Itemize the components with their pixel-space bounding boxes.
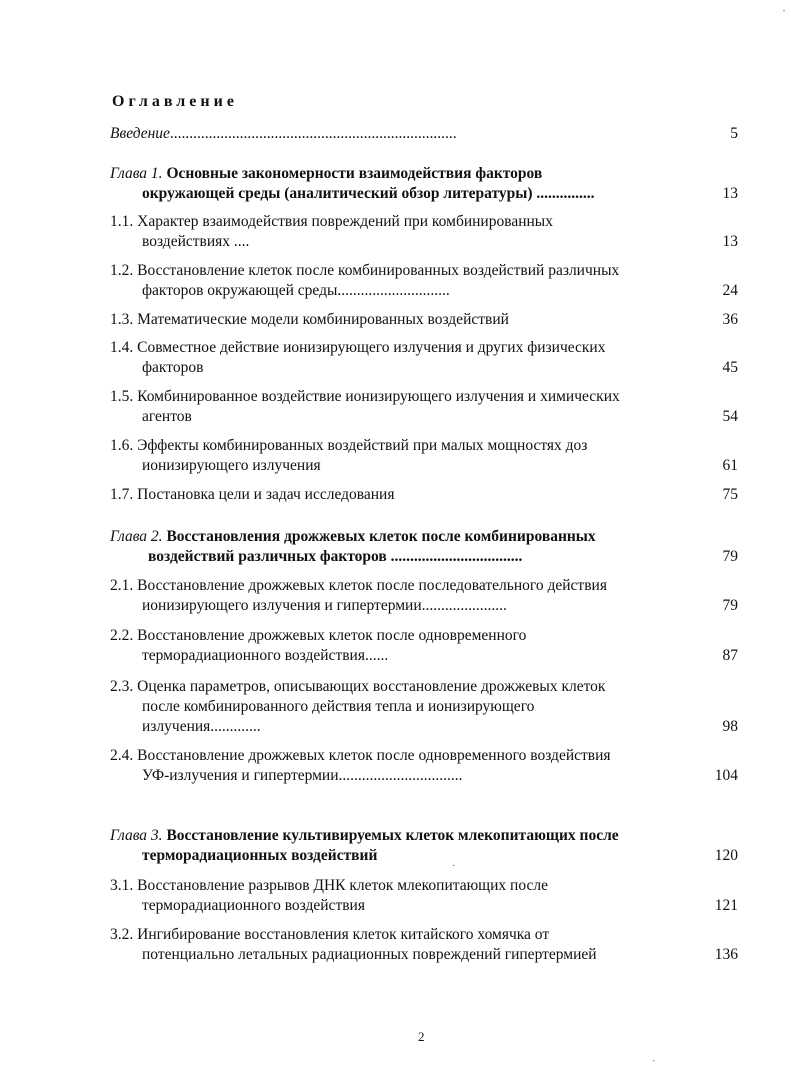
chapter-3-page: 120 [714, 847, 738, 864]
section-1-5-title: 1.5. Комбинированное воздействие ионизирующего излучения и химических [110, 388, 620, 405]
section-1-7-title: 1.7. Постановка цели и задач исследования [110, 486, 395, 503]
page-number: 2 [418, 1029, 425, 1044]
intro-dots: .......................................................................... [169, 125, 457, 142]
section-1-4-page: 45 [722, 359, 738, 376]
toc-section-1-1[interactable] [110, 212, 738, 252]
section-1-6-page: 61 [722, 457, 738, 474]
section-2-3-title: 2.3. Оценка параметров, описывающих восстановление дрожжевых клеток [110, 678, 606, 695]
section-1-2-title-cont: факторов окружающей среды............................. [142, 282, 450, 299]
scan-speck: ˏ [652, 1051, 656, 1062]
section-3-2-page: 136 [714, 946, 738, 963]
chapter-3-title-cont: терморадиационных воздействий [142, 847, 378, 864]
section-1-2-page: 24 [722, 282, 738, 299]
section-2-4-page: 104 [714, 767, 738, 784]
section-1-3-page: 36 [722, 311, 738, 328]
section-2-1-title-cont: ионизирующего излучения и гипертермии...................... [142, 597, 507, 614]
toc-section-1-7[interactable] [110, 485, 738, 505]
section-2-3-page: 98 [722, 718, 738, 735]
toc-section-2-1[interactable] [110, 576, 738, 616]
scan-mark: ˈ [782, 7, 786, 21]
toc-chapter-1[interactable] [110, 164, 738, 204]
chapter-2-prefix: Глава 2. [110, 528, 163, 545]
chapter-1-title-cont: окружающей среды (аналитический обзор литературы) ............... [142, 185, 595, 202]
chapter-2-title-cont: воздействий различных факторов .................................. [148, 548, 523, 565]
section-1-1-page: 13 [722, 233, 738, 250]
toc-section-2-4[interactable] [110, 746, 738, 786]
section-1-1-title-cont: воздействиях .... [142, 233, 250, 250]
toc-section-2-3[interactable] [110, 677, 738, 737]
section-1-2-title: 1.2. Восстановление клеток после комбинированных воздействий различных [110, 262, 620, 279]
section-2-3-title-cont2: излучения............. [142, 718, 261, 735]
section-3-1-title: 3.1. Восстановление разрывов ДНК клеток млекопитающих после [110, 877, 548, 894]
section-1-3-title: 1.3. Математические модели комбинированных воздействий [110, 311, 509, 328]
chapter-2-page: 79 [722, 548, 738, 565]
chapter-3-title: Восстановление культивируемых клеток млекопитающих после [166, 827, 619, 844]
section-2-4-title: 2.4. Восстановление дрожжевых клеток после одновременного воздействия [110, 747, 611, 764]
section-2-1-title: 2.1. Восстановление дрожжевых клеток после последовательного действия [110, 577, 607, 594]
toc-section-1-6[interactable] [110, 436, 738, 476]
chapter-1-title: Основные закономерности взаимодействия факторов [166, 165, 543, 182]
toc-section-1-4[interactable] [110, 338, 738, 378]
section-3-1-page: 121 [714, 897, 738, 914]
toc-chapter-2[interactable] [110, 527, 738, 567]
toc-section-3-2[interactable] [110, 925, 738, 965]
intro-page: 5 [730, 125, 738, 142]
toc-title: Оглавление [112, 93, 238, 110]
section-1-7-page: 75 [722, 486, 738, 503]
toc-section-1-3[interactable] [110, 310, 738, 330]
section-1-4-title-cont: факторов [142, 359, 204, 376]
section-2-3-title-cont: после комбинированного действия тепла и ионизирующего [142, 698, 535, 715]
section-1-5-title-cont: агентов [142, 408, 192, 425]
chapter-1-page: 13 [722, 185, 738, 202]
intro-label: Введение [110, 125, 170, 142]
section-1-1-title: 1.1. Характер взаимодействия повреждений при комбинированных [110, 213, 553, 230]
toc-section-2-2[interactable] [110, 626, 738, 666]
section-1-5-page: 54 [722, 408, 738, 425]
toc-section-3-1[interactable] [110, 876, 738, 916]
scan-speck: · [452, 861, 456, 872]
section-2-4-title-cont: УФ-излучения и гипертермии................................ [142, 767, 463, 784]
section-2-1-page: 79 [722, 597, 738, 614]
section-3-1-title-cont: терморадиационного воздействия [142, 897, 365, 914]
section-3-2-title-cont: потенциально летальных радиационных повреждений гипертермией [142, 946, 597, 963]
section-2-2-title: 2.2. Восстановление дрожжевых клеток после одновременного [110, 627, 527, 644]
section-1-6-title-cont: ионизирующего излучения [142, 457, 321, 474]
section-1-4-title: 1.4. Совместное действие ионизирующего излучения и других физических [110, 339, 606, 356]
toc-chapter-3[interactable] [110, 826, 738, 866]
chapter-1-prefix: Глава 1. [110, 165, 163, 182]
toc-entry-intro[interactable] [110, 124, 738, 144]
section-3-2-title: 3.2. Ингибирование восстановления клеток китайского хомячка от [110, 926, 550, 943]
section-1-6-title: 1.6. Эффекты комбинированных воздействий при малых мощностях доз [110, 437, 588, 454]
chapter-3-prefix: Глава 3. [110, 827, 163, 844]
section-2-2-page: 87 [722, 647, 738, 664]
section-2-2-title-cont: терморадиационного воздействия...... [142, 647, 389, 664]
toc-section-1-5[interactable] [110, 387, 738, 427]
chapter-2-title: Восстановления дрожжевых клеток после комбинированных [166, 528, 596, 545]
toc-section-1-2[interactable] [110, 261, 738, 301]
